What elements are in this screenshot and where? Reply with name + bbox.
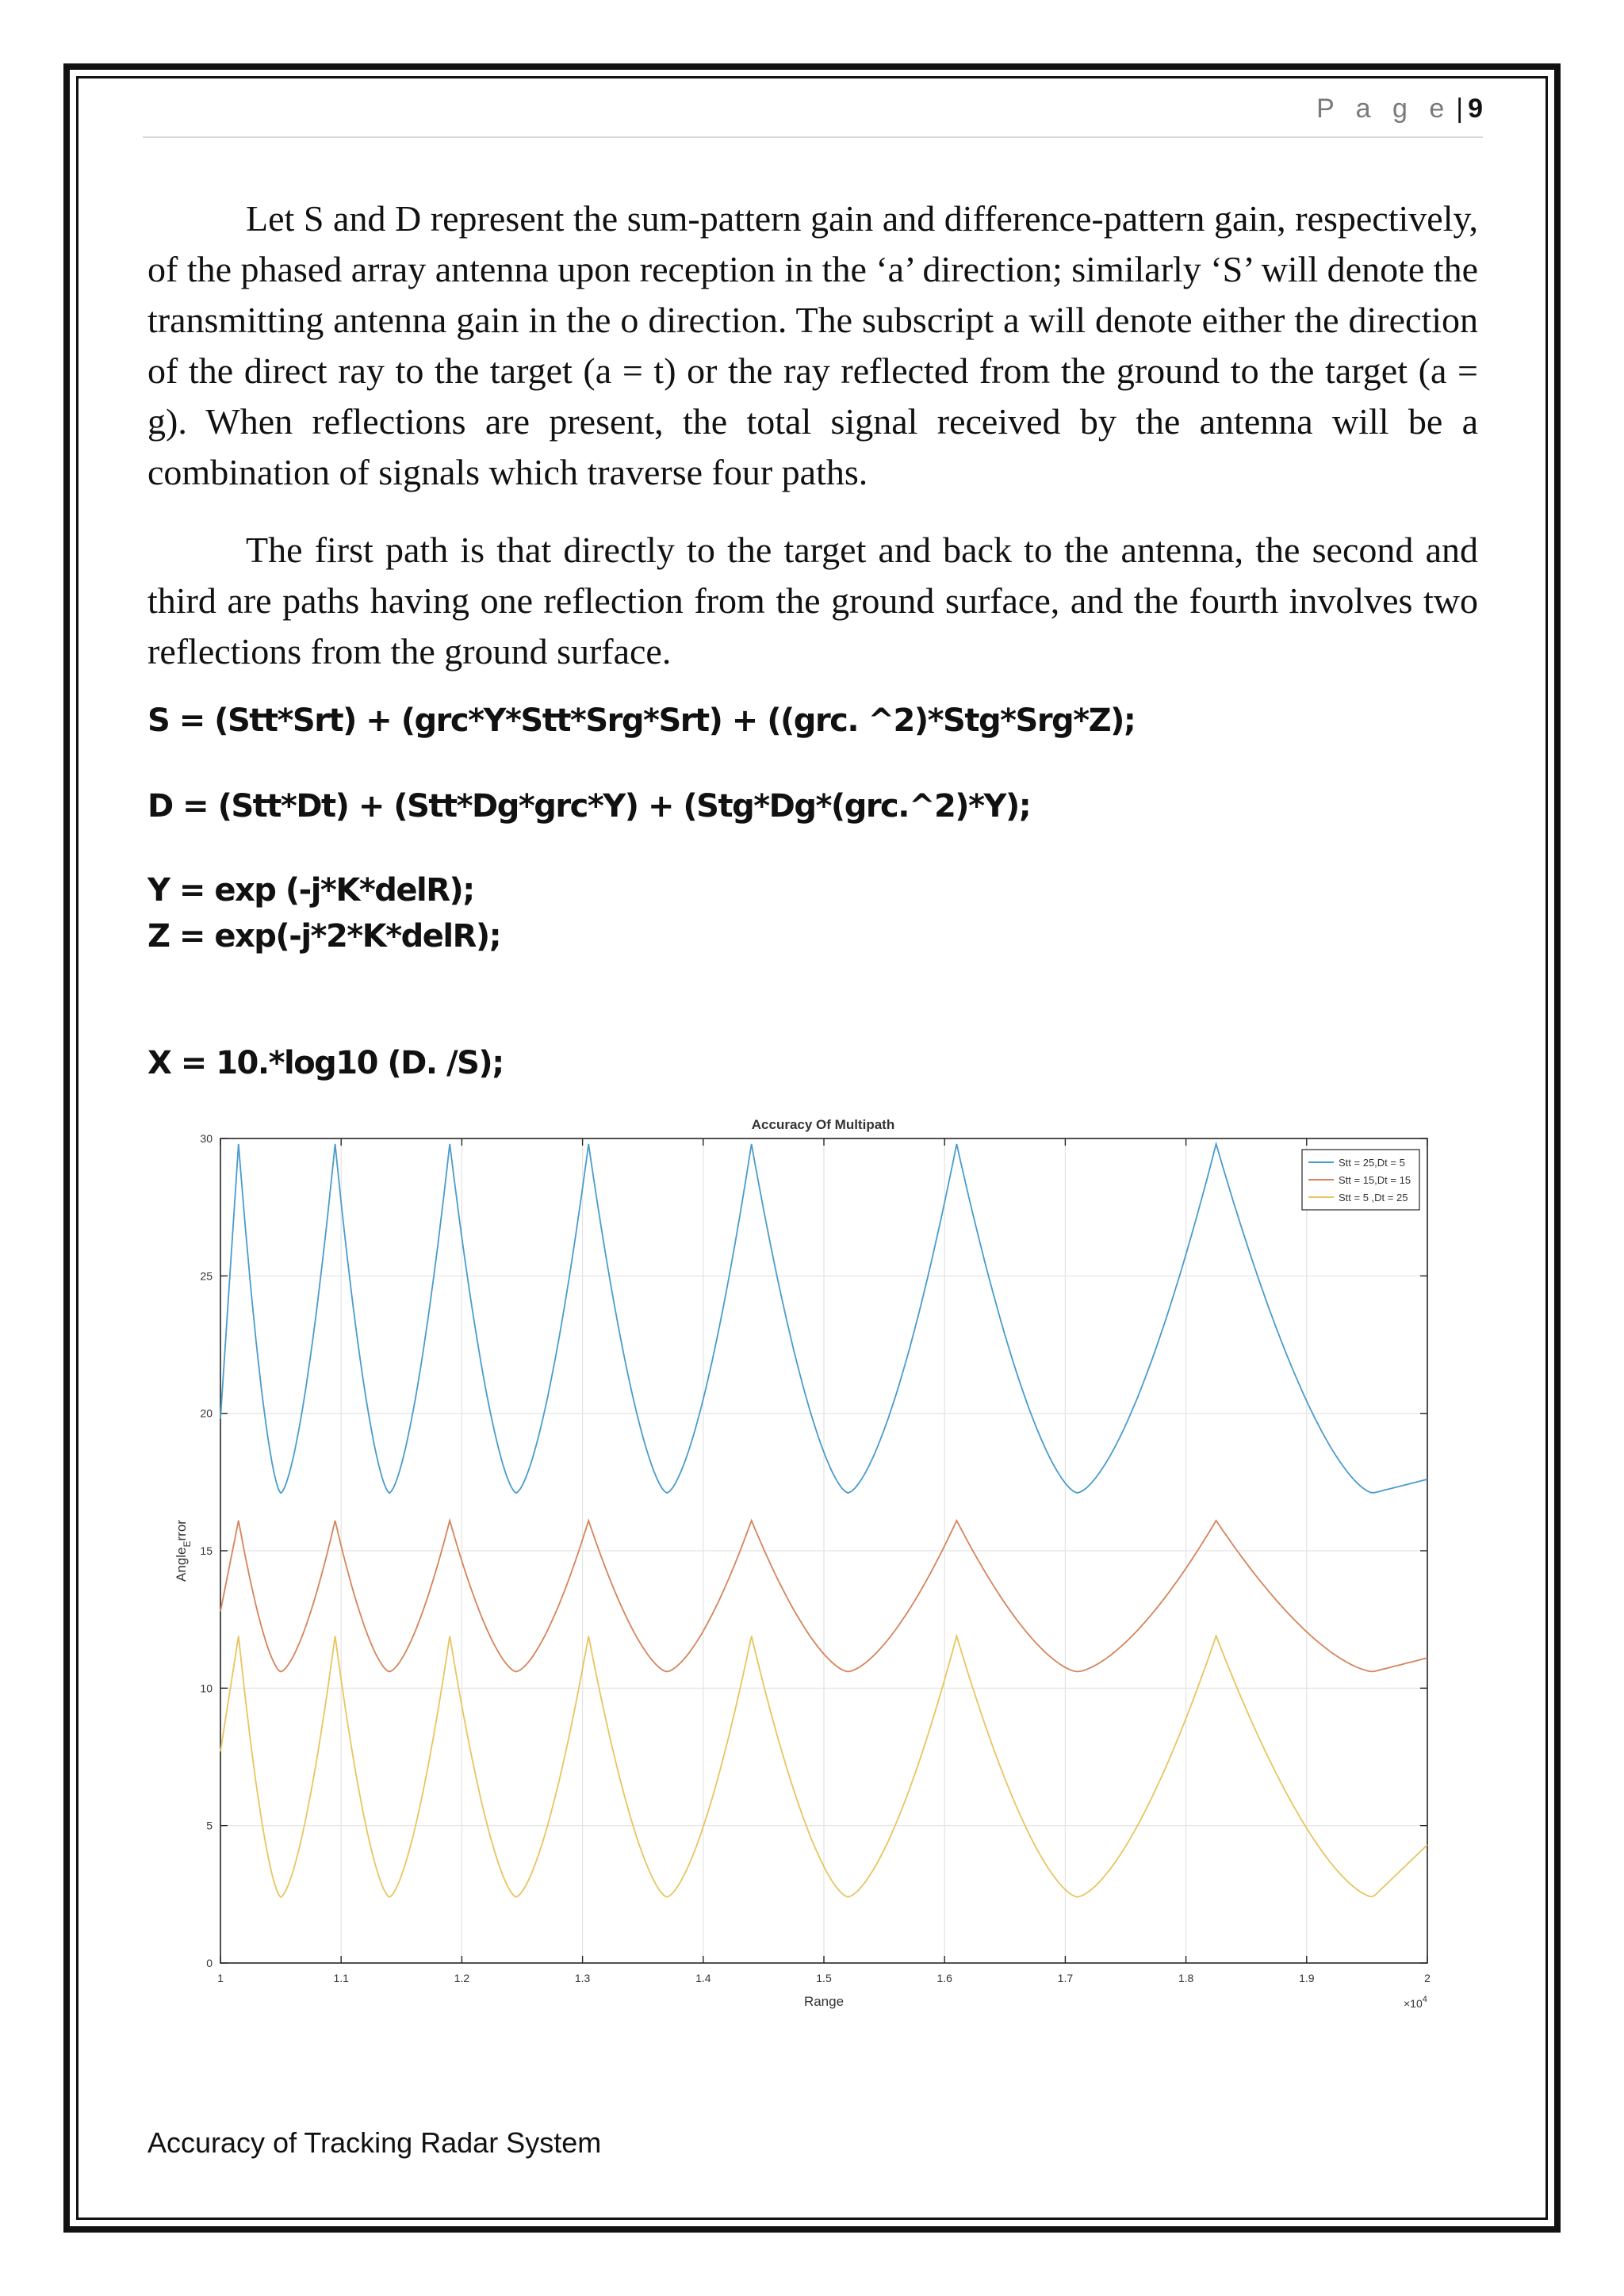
x-tick-label: 1.2 [454, 1972, 470, 1984]
x-tick-label: 1.4 [695, 1972, 711, 1984]
x-tick-label: 1.7 [1057, 1972, 1074, 1984]
x-tick-label: 1.5 [816, 1972, 832, 1984]
page-separator: | [1456, 94, 1464, 124]
y-tick-label: 15 [200, 1544, 213, 1557]
equation-s: S = (Stt*Srt) + (grc*Y*Stt*Srg*Srt) + ((grc. ^2)*Stg*Srg*Z); [147, 702, 1136, 739]
legend-label: Stt = 25,Dt = 5 [1339, 1157, 1405, 1169]
y-tick-label: 0 [206, 1957, 213, 1969]
equation-z: Z = exp(-j*2*K*delR); [147, 918, 501, 955]
x-tick-label: 1 [217, 1972, 224, 1984]
equation-d: D = (Stt*Dt) + (Stt*Dg*grc*Y) + (Stg*Dg*(grc.^2)*Y); [147, 788, 1031, 825]
x-multiplier-base: ×10 [1404, 1997, 1423, 2010]
page-label: P a g e [1316, 94, 1452, 124]
y-tick-label: 25 [200, 1269, 213, 1283]
legend-label: Stt = 5 ,Dt = 25 [1339, 1192, 1408, 1203]
chart-ticks [200, 1132, 1431, 1984]
y-axis-label [174, 1520, 193, 1582]
x-axis-label: Range [803, 1994, 845, 2009]
body-paragraph-1: Let S and D represent the sum-pattern gain and difference-pattern gain, respectively, of the phased array antenna upon reception in the ‘a’ direction; similarly ‘S’ will denote the transmitting antenna gain in the o direction. The subscript a will denote either the direction of the direct ray to the target (a = t) or the ray reflected from the ground to the target (a = g). When reflections are present, the total signal received by the antenna will be a combination of signals which traverse four paths. [147, 198, 1478, 492]
y-tick-label: 5 [206, 1819, 213, 1832]
x-tick-label: 1.6 [936, 1972, 952, 1984]
x-tick-label: 2 [1424, 1972, 1431, 1984]
page-number: 9 [1468, 94, 1483, 124]
y-axis-label-rest: rror [174, 1520, 189, 1541]
y-axis-label-main: Angle [174, 1547, 189, 1582]
chart-legend [1302, 1150, 1419, 1210]
x-tick-label: 1.9 [1299, 1972, 1315, 1984]
x-tick-label: 1.8 [1178, 1972, 1194, 1984]
chart-grid [220, 1138, 1427, 1963]
equation-y: Y = exp (-j*K*delR); [147, 872, 474, 909]
y-tick-label: 10 [200, 1682, 213, 1695]
x-axis-multiplier [1404, 1995, 1427, 2010]
y-axis-label-subscript: E [182, 1540, 193, 1548]
multipath-accuracy-chart [159, 1110, 1443, 2022]
equation-x: X = 10.*log10 (D. /S); [147, 1045, 504, 1081]
page-footer: Accuracy of Tracking Radar System [147, 2126, 602, 2159]
y-tick-label: 20 [200, 1406, 213, 1420]
x-tick-label: 1.3 [574, 1972, 591, 1984]
body-paragraph-2: The first path is that directly to the target and back to the antenna, the second and third are paths having one reflection from the ground surface, and the fourth involves two reflections from the ground surface. [147, 530, 1478, 672]
x-tick-label: 1.1 [333, 1972, 349, 1984]
page-header [143, 94, 1483, 138]
y-tick-label: 30 [200, 1132, 213, 1145]
legend-label: Stt = 15,Dt = 15 [1339, 1174, 1411, 1186]
chart-title: Accuracy Of Multipath [751, 1117, 895, 1132]
x-multiplier-exponent: 4 [1422, 1995, 1427, 2004]
